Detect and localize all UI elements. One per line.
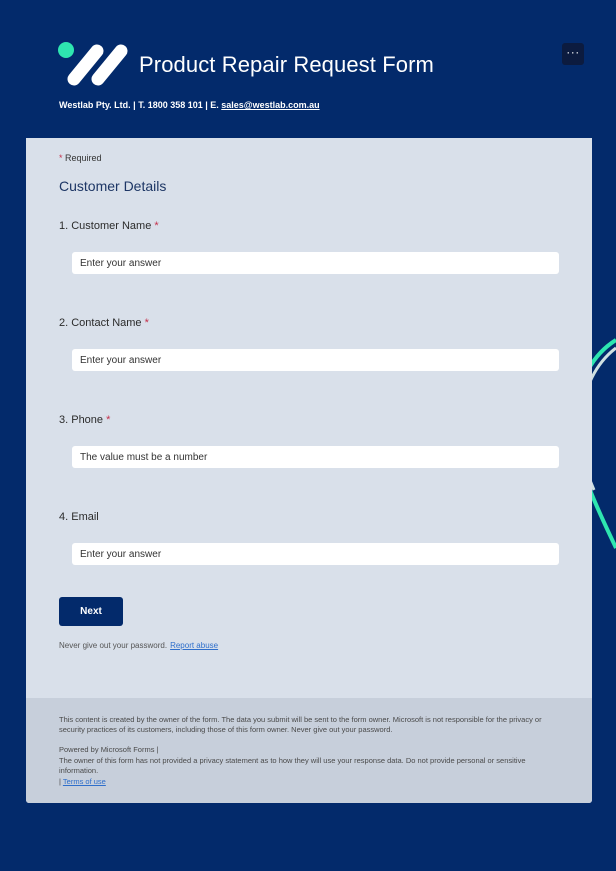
question-label (59, 510, 559, 524)
question-label (59, 219, 559, 233)
form-footer (26, 698, 592, 803)
required-star: * (106, 414, 111, 426)
question-contact-name (59, 316, 559, 330)
required-star: * (144, 317, 149, 329)
required-note (59, 153, 102, 163)
phone-input[interactable] (72, 446, 559, 468)
form-header (0, 0, 616, 138)
terms-prefix: | (59, 777, 63, 786)
email-input[interactable] (72, 543, 559, 565)
question-text: 1. Customer Name (59, 220, 152, 232)
customer-name-input[interactable] (72, 252, 559, 274)
footer-powered-by: Powered by Microsoft Forms | (59, 745, 159, 754)
company-contact-line (59, 100, 320, 110)
question-label (59, 413, 559, 427)
form-title: Product Repair Request Form (139, 52, 434, 77)
required-star: * (59, 153, 63, 163)
company-email-link[interactable]: sales@westlab.com.au (221, 100, 320, 110)
question-phone (59, 413, 559, 427)
more-options-icon[interactable]: ··· (562, 43, 584, 65)
footer-privacy-note: The owner of this form has not provided a privacy statement as to how they will use your response data. Do not provide personal or sensitive information. (59, 756, 526, 775)
terms-of-use-link[interactable]: Terms of use (62, 777, 106, 786)
question-text: 4. Email (59, 511, 99, 523)
section-title: Customer Details (59, 178, 167, 194)
footer-terms (59, 777, 564, 787)
password-warning (59, 641, 218, 650)
question-text: 3. Phone (59, 414, 104, 426)
contact-name-input[interactable] (72, 349, 559, 371)
footer-disclaimer: This content is created by the owner of the form. The data you submit will be sent to the form owner. Microsoft is not responsible for the privacy or security practices of its customers, including those of this form owner. Never give out your password. (59, 715, 542, 734)
report-abuse-link[interactable]: Report abuse (170, 641, 219, 650)
question-text: 2. Contact Name (59, 317, 142, 329)
westlab-logo-icon (58, 42, 128, 88)
next-button[interactable]: Next (59, 597, 123, 626)
question-label (59, 316, 559, 330)
form-card (26, 138, 592, 803)
required-star: * (154, 220, 159, 232)
question-customer-name (59, 219, 559, 233)
question-email (59, 510, 559, 524)
password-warning-text: Never give out your password. (59, 641, 168, 650)
company-info: Westlab Pty. Ltd. | T. 1800 358 101 | E. (59, 100, 222, 110)
required-label: Required (65, 153, 102, 163)
